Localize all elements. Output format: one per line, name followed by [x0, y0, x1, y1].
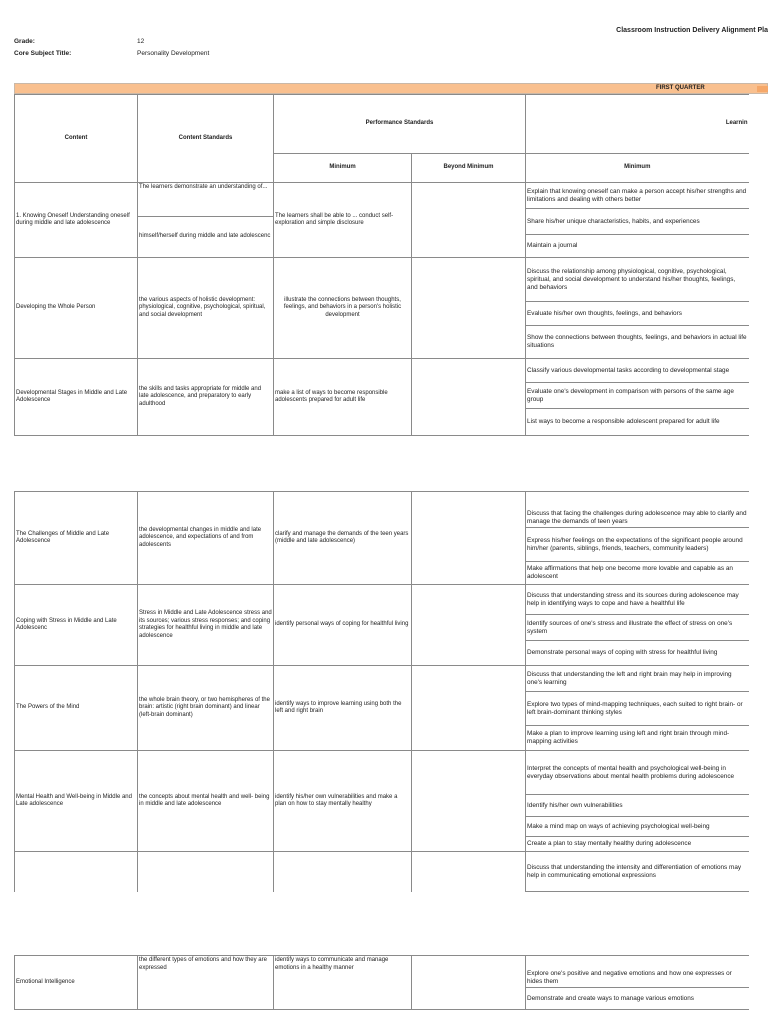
performance-standard-cell: clarify and manage the demands of the teen years (middle and late adolescence): [274, 492, 412, 585]
page-break-spacer: [138, 852, 274, 892]
learning-competency: Evaluate his/her own thoughts, feelings, and behaviors: [526, 302, 749, 326]
content-cell: Emotional Intelligence: [15, 956, 138, 1010]
performance-standard-cell: identify personal ways of coping for healthful living: [274, 585, 412, 666]
learning-competency: Share his/her unique characteristics, habits, and experiences: [526, 209, 749, 235]
col-lc-minimum: Minimum: [526, 154, 749, 183]
grade-value: 12: [137, 38, 145, 45]
quarter-bar: [14, 83, 768, 94]
beyond-minimum-cell: [412, 359, 526, 436]
learning-competency: Maintain a journal: [527, 242, 578, 249]
learning-competency: Classify various developmental tasks according to developmental stage: [526, 359, 749, 383]
beyond-minimum-cell: [412, 183, 526, 258]
learning-competency: Explore one's positive and negative emotions and how one expresses or hides them: [526, 956, 749, 988]
learning-competency: List ways to become a responsible adolescent prepared for adult life: [527, 418, 720, 425]
learning-competency: Discuss that understanding the left and right brain may help in improving one's learning: [526, 666, 749, 692]
performance-standard-cell: identify his/her own vulnerabilities and make a plan on how to stay mentally healthy: [274, 751, 412, 852]
beyond-minimum-cell: [412, 751, 526, 852]
beyond-minimum-cell: [412, 666, 526, 751]
col-content: Content: [15, 95, 138, 183]
content-cell: Mental Health and Well-being in Middle and Late adolescence: [15, 751, 138, 852]
performance-standard-cell: identify ways to communicate and manage emotions in a healthy manner: [274, 956, 412, 1010]
learning-competency: Discuss that facing the challenges during adolescence may able to clarify and manage the demands of teen years: [526, 492, 749, 528]
page-break-spacer: [412, 852, 526, 892]
alignment-table-page3: [14, 955, 749, 1010]
content-cell: Developing the Whole Person: [15, 258, 138, 359]
content-standard-cell: [138, 183, 274, 258]
content-standard-intro: The learners demonstrate an understanding of...: [138, 183, 273, 217]
performance-standard-cell: make a list of ways to become responsible adolescents prepared for adult life: [274, 359, 412, 436]
content-cell: Coping with Stress in Middle and Late Adolescenc: [15, 585, 138, 666]
learning-competency: Identify sources of one's stress and illustrate the effect of stress on one's system: [526, 615, 749, 641]
beyond-minimum-cell: [412, 956, 526, 1010]
content-standard-cell: the concepts about mental health and well- being in middle and late adolescence: [138, 751, 274, 852]
performance-standard-cell: The learners shall be able to ... conduct self-exploration and simple disclosure: [274, 183, 412, 258]
content-standard-cell: the skills and tasks appropriate for middle and late adolescence, and preparatory to early adulthood: [138, 359, 274, 436]
learning-competency: Interpret the concepts of mental health and psychological well-being in everyday observations about mental health problems during adolescence: [526, 751, 749, 795]
learning-competency: Make a plan to improve learning using left and right brain through mind-mapping activities: [527, 730, 730, 745]
learning-competency: Identify his/her own vulnerabilities: [526, 795, 749, 817]
col-ps-beyond-minimum: Beyond Minimum: [412, 154, 526, 183]
learning-competency-cell: [526, 666, 749, 751]
content-cell: Developmental Stages in Middle and Late Adolescence: [15, 359, 138, 436]
learning-competency: Create a plan to stay mentally healthy during adolescence: [527, 840, 692, 847]
content-cell: The Powers of the Mind: [15, 666, 138, 751]
content-standard-cell: the developmental changes in middle and late adolescence, and expectations of and from adolescents: [138, 492, 274, 585]
learning-competency-cell: [526, 183, 749, 258]
document-title: Classroom Instruction Delivery Alignment Pla: [616, 27, 768, 34]
col-content-standards: Content Standards: [138, 95, 274, 183]
learning-competency-cell: [526, 359, 749, 436]
learning-competency: Demonstrate and create ways to manage various emotions: [527, 994, 694, 1002]
learning-competency-cell: [526, 751, 749, 852]
learning-competency: Discuss the relationship among physiological, cognitive, psychological, spiritual, and social development to understand his/her thoughts, feelings, and behaviors: [526, 258, 749, 302]
learning-competency-cell: [526, 956, 749, 1010]
content-standard-cell: the different types of emotions and how they are expressed: [138, 956, 274, 1010]
learning-competency: Make affirmations that help one become more lovable and capable as an adolescent: [527, 565, 733, 580]
subject-value: Personality Development: [137, 50, 210, 57]
learning-competency: Express his/her feelings on the expectations of the significant people around him/her (parents, siblings, friends, teachers, community leaders): [526, 528, 749, 562]
page-break-spacer: [15, 852, 138, 892]
page-break-spacer: [274, 852, 412, 892]
content-cell: 1. Knowing Oneself Understanding oneself during middle and late adolescence: [15, 183, 138, 258]
quarter-bar-accent: [757, 86, 768, 92]
content-standard-cell: the whole brain theory, or two hemispheres of the brain: artistic (right brain dominant) and linear (left-brain dominant): [138, 666, 274, 751]
content-cell: The Challenges of Middle and Late Adolescence: [15, 492, 138, 585]
beyond-minimum-cell: [412, 258, 526, 359]
performance-standard-cell: identify ways to improve learning using both the left and right brain: [274, 666, 412, 751]
learning-competency: Show the connections between thoughts, feelings, and behaviors in actual life situations: [527, 334, 747, 349]
beyond-minimum-cell: [412, 492, 526, 585]
learning-competency: Evaluate one's development in comparison with persons of the same age group: [526, 383, 749, 409]
learning-competency: Discuss that understanding stress and its sources during adolescence may help in identifying ways to cope and have a healthful life: [526, 585, 749, 615]
col-learning-competencies: Learnin: [526, 95, 749, 154]
col-ps-minimum: Minimum: [274, 154, 412, 183]
learning-competency-cell: [526, 492, 749, 585]
quarter-label: FIRST QUARTER: [656, 85, 705, 91]
content-standard-cell: Stress in Middle and Late Adolescence stress and its sources; various stress responses; and coping strategies for healthful living in middle and late adolescence: [138, 585, 274, 666]
content-standard-cell: the various aspects of holistic development: physiological, cognitive, psychological, spiritual, and social development: [138, 258, 274, 359]
beyond-minimum-cell: [412, 585, 526, 666]
col-performance-standards: Performance Standards: [274, 95, 526, 154]
learning-competency-cell: [526, 258, 749, 359]
subject-label: Core Subject Title:: [14, 50, 72, 57]
grade-label: Grade:: [14, 38, 35, 45]
learning-competency: Demonstrate personal ways of coping with stress for healthful living: [527, 649, 718, 656]
learning-competency: Make a mind map on ways of achieving psychological well-being: [526, 817, 749, 837]
learning-competency: Discuss that understanding the intensity and differentiation of emotions may help in communicating emotional expressions: [526, 852, 749, 892]
performance-standard-cell: illustrate the connections between thoughts, feelings, and behaviors in a person's holistic development: [274, 258, 412, 359]
alignment-table-page1: [14, 94, 749, 436]
content-standard-text: himself/herself during middle and late adolescenc: [139, 233, 271, 240]
learning-competency: Explain that knowing oneself can make a person accept his/her strengths and limitations and dealing with others better: [526, 183, 749, 209]
learning-competency-cell: [526, 585, 749, 666]
alignment-table-page2: [14, 491, 749, 892]
learning-competency: Explore two types of mind-mapping techniques, each suited to right brain- or left brain-dominant thinking styles: [526, 692, 749, 726]
